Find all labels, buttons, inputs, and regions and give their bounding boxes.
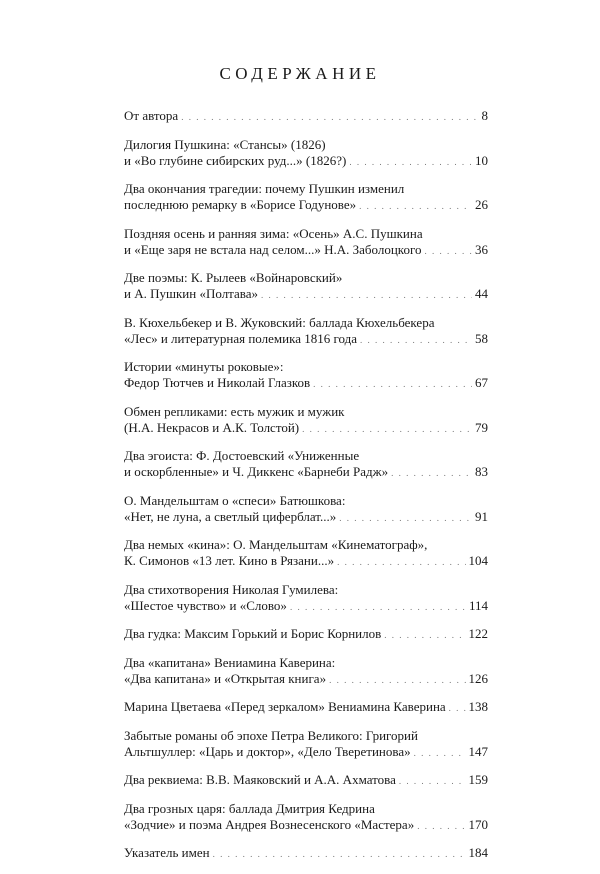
- toc-entry-last-line: [124, 509, 488, 526]
- dot-leader: [261, 287, 472, 303]
- dot-leader: [424, 243, 472, 259]
- page-number: 8: [481, 108, 488, 123]
- toc-entry-title-line: последнюю ремарку в «Борисе Годунове»: [124, 197, 357, 212]
- dot-leader: [302, 421, 472, 437]
- toc-entry: [124, 626, 488, 643]
- toc-entry-last-line: [124, 420, 488, 437]
- dot-leader: [213, 846, 466, 862]
- dot-leader: [337, 554, 465, 570]
- toc-entry-title-line: Марина Цветаева «Перед зеркалом» Вениамина Каверина: [124, 699, 446, 714]
- toc-entry: [124, 226, 488, 259]
- toc-entry-last-line: [124, 153, 488, 170]
- dot-leader: [414, 745, 466, 761]
- page-number: 170: [468, 816, 488, 832]
- toc-entry: [124, 181, 488, 214]
- toc-entry-title-line: Две поэмы: К. Рылеев «Войнаровский»: [124, 270, 343, 285]
- toc-entry-title-line: Два окончания трагедии: почему Пушкин изменил: [124, 181, 405, 196]
- toc-entry-last-line: [124, 286, 488, 303]
- toc-entry-title-line: «Зодчие» и поэма Андрея Вознесенского «Мастера»: [124, 816, 415, 832]
- toc-entry-last-line: [124, 699, 488, 716]
- toc-entry-last-line: [124, 553, 488, 570]
- toc-entry-title-line: и оскорбленные» и Ч. Диккенс «Барнеби Радж»: [124, 464, 389, 479]
- toc-entry-title-line: «Нет, не луна, а светлый циферблат...»: [124, 508, 337, 524]
- page-number: 114: [468, 597, 488, 613]
- toc-entry-title-line: «Два капитана» и «Открытая книга»: [124, 670, 327, 686]
- toc-entry: [124, 270, 488, 303]
- toc-entry: [124, 108, 488, 125]
- toc-entry-title-line: Два стихотворения Николая Гумилева:: [124, 581, 339, 597]
- toc-entry-title-line: Дилогия Пушкина: «Стансы» (1826): [124, 136, 326, 152]
- toc-entry: [124, 655, 488, 688]
- page-number: 36: [475, 241, 488, 257]
- page-title: СОДЕРЖАНИЕ: [219, 64, 381, 83]
- page-number: 83: [475, 464, 488, 479]
- dot-leader: [349, 154, 472, 170]
- page-number: 159: [468, 772, 488, 787]
- toc-entry-title-line: и «Еще заря не встала над селом...» Н.А. Заболоцкого: [124, 241, 422, 257]
- dot-leader: [384, 627, 465, 643]
- toc-entry-title-line: Поздняя осень и ранняя зима: «Осень» А.С. Пушкина: [124, 225, 423, 241]
- toc-entry-title-line: От автора: [124, 108, 179, 123]
- toc-entry-title-line: Обмен репликами: есть мужик и мужик: [124, 403, 345, 419]
- dot-leader: [359, 198, 472, 214]
- toc-entry-last-line: [124, 464, 488, 481]
- toc-entry: [124, 801, 488, 834]
- toc-entry-last-line: [124, 598, 488, 615]
- dot-leader: [417, 818, 465, 834]
- toc-entry: [124, 699, 488, 716]
- page-number: 138: [468, 699, 488, 714]
- toc-entry-last-line: [124, 817, 488, 834]
- toc-entry: [124, 493, 488, 526]
- dot-leader: [399, 773, 466, 789]
- page-number: 44: [475, 286, 488, 301]
- toc-entry-last-line: [124, 108, 488, 125]
- dot-leader: [329, 672, 465, 688]
- page-number: 10: [475, 152, 488, 168]
- toc-entry-title-line: «Лес» и литературная полемика 1816 года: [124, 330, 357, 346]
- page-number: 67: [475, 375, 488, 390]
- toc-entry: [124, 772, 488, 789]
- toc-entry-last-line: [124, 845, 488, 862]
- toc-entry: [124, 404, 488, 437]
- page-number: 147: [468, 743, 488, 759]
- toc-entry-title-line: К. Симонов «13 лет. Кино в Рязани...»: [124, 553, 335, 568]
- page-number: 126: [468, 670, 488, 686]
- toc-entry-title-line: Федор Тютчев и Николай Глазков: [124, 375, 311, 390]
- toc-entry-title-line: Два реквиема: В.В. Маяковский и А.А. Ахматова: [124, 772, 396, 787]
- toc-entry: [124, 448, 488, 481]
- toc-entry: [124, 359, 488, 392]
- toc-entry-last-line: [124, 197, 488, 214]
- dot-leader: [360, 332, 472, 348]
- toc-entry: [124, 315, 488, 348]
- toc-entry-title-line: Два эгоиста: Ф. Достоевский «Униженные: [124, 448, 360, 463]
- dot-leader: [449, 700, 466, 716]
- toc-entry-title-line: О. Мандельштам о «спеси» Батюшкова:: [124, 492, 346, 508]
- toc-entry-last-line: [124, 772, 488, 789]
- toc-entry-last-line: [124, 375, 488, 392]
- toc-entry-last-line: [124, 242, 488, 259]
- toc-entry-title-line: и «Во глубине сибирских руд...» (1826?): [124, 152, 347, 168]
- dot-leader: [391, 465, 472, 481]
- toc-entry-title-line: Два «капитана» Вениамина Каверина:: [124, 654, 336, 670]
- toc-entry-title-line: Два грозных царя: баллада Дмитрия Кедрина: [124, 800, 375, 816]
- table-of-contents: [124, 108, 488, 874]
- toc-entry-title-line: Истории «минуты роковые»:: [124, 359, 284, 374]
- dot-leader: [181, 109, 478, 125]
- page-number: 122: [468, 626, 488, 641]
- toc-entry: [124, 537, 488, 570]
- dot-leader: [339, 510, 472, 526]
- toc-entry-last-line: [124, 671, 488, 688]
- page-number: 184: [468, 845, 488, 860]
- page-number: 58: [475, 330, 488, 346]
- toc-entry: [124, 728, 488, 761]
- toc-entry-title-line: Альтшуллер: «Царь и доктор», «Дело Тверетинова»: [124, 743, 411, 759]
- dot-leader: [290, 599, 466, 615]
- toc-entry-last-line: [124, 331, 488, 348]
- toc-entry-title-line: Указатель имен: [124, 845, 210, 860]
- toc-entry-title-line: В. Кюхельбекер и В. Жуковский: баллада Кюхельбекера: [124, 314, 435, 330]
- toc-entry: [124, 582, 488, 615]
- page-number: 91: [475, 508, 488, 524]
- page-number: 79: [475, 419, 488, 435]
- toc-entry-last-line: [124, 744, 488, 761]
- page-number: 26: [475, 197, 488, 212]
- toc-entry: [124, 845, 488, 862]
- toc-entry-title-line: и А. Пушкин «Полтава»: [124, 286, 259, 301]
- page-number: 104: [468, 553, 488, 568]
- dot-leader: [313, 376, 472, 392]
- toc-entry-title-line: Два гудка: Максим Горький и Борис Корнилов: [124, 626, 382, 641]
- toc-entry-title-line: «Шестое чувство» и «Слово»: [124, 597, 287, 613]
- toc-entry-title-line: Два немых «кина»: О. Мандельштам «Кинематограф»,: [124, 537, 428, 552]
- toc-entry-title-line: Забытые романы об эпохе Петра Великого: Григорий: [124, 727, 418, 743]
- toc-entry-title-line: (Н.А. Некрасов и А.К. Толстой): [124, 419, 300, 435]
- toc-entry: [124, 137, 488, 170]
- toc-entry-last-line: [124, 626, 488, 643]
